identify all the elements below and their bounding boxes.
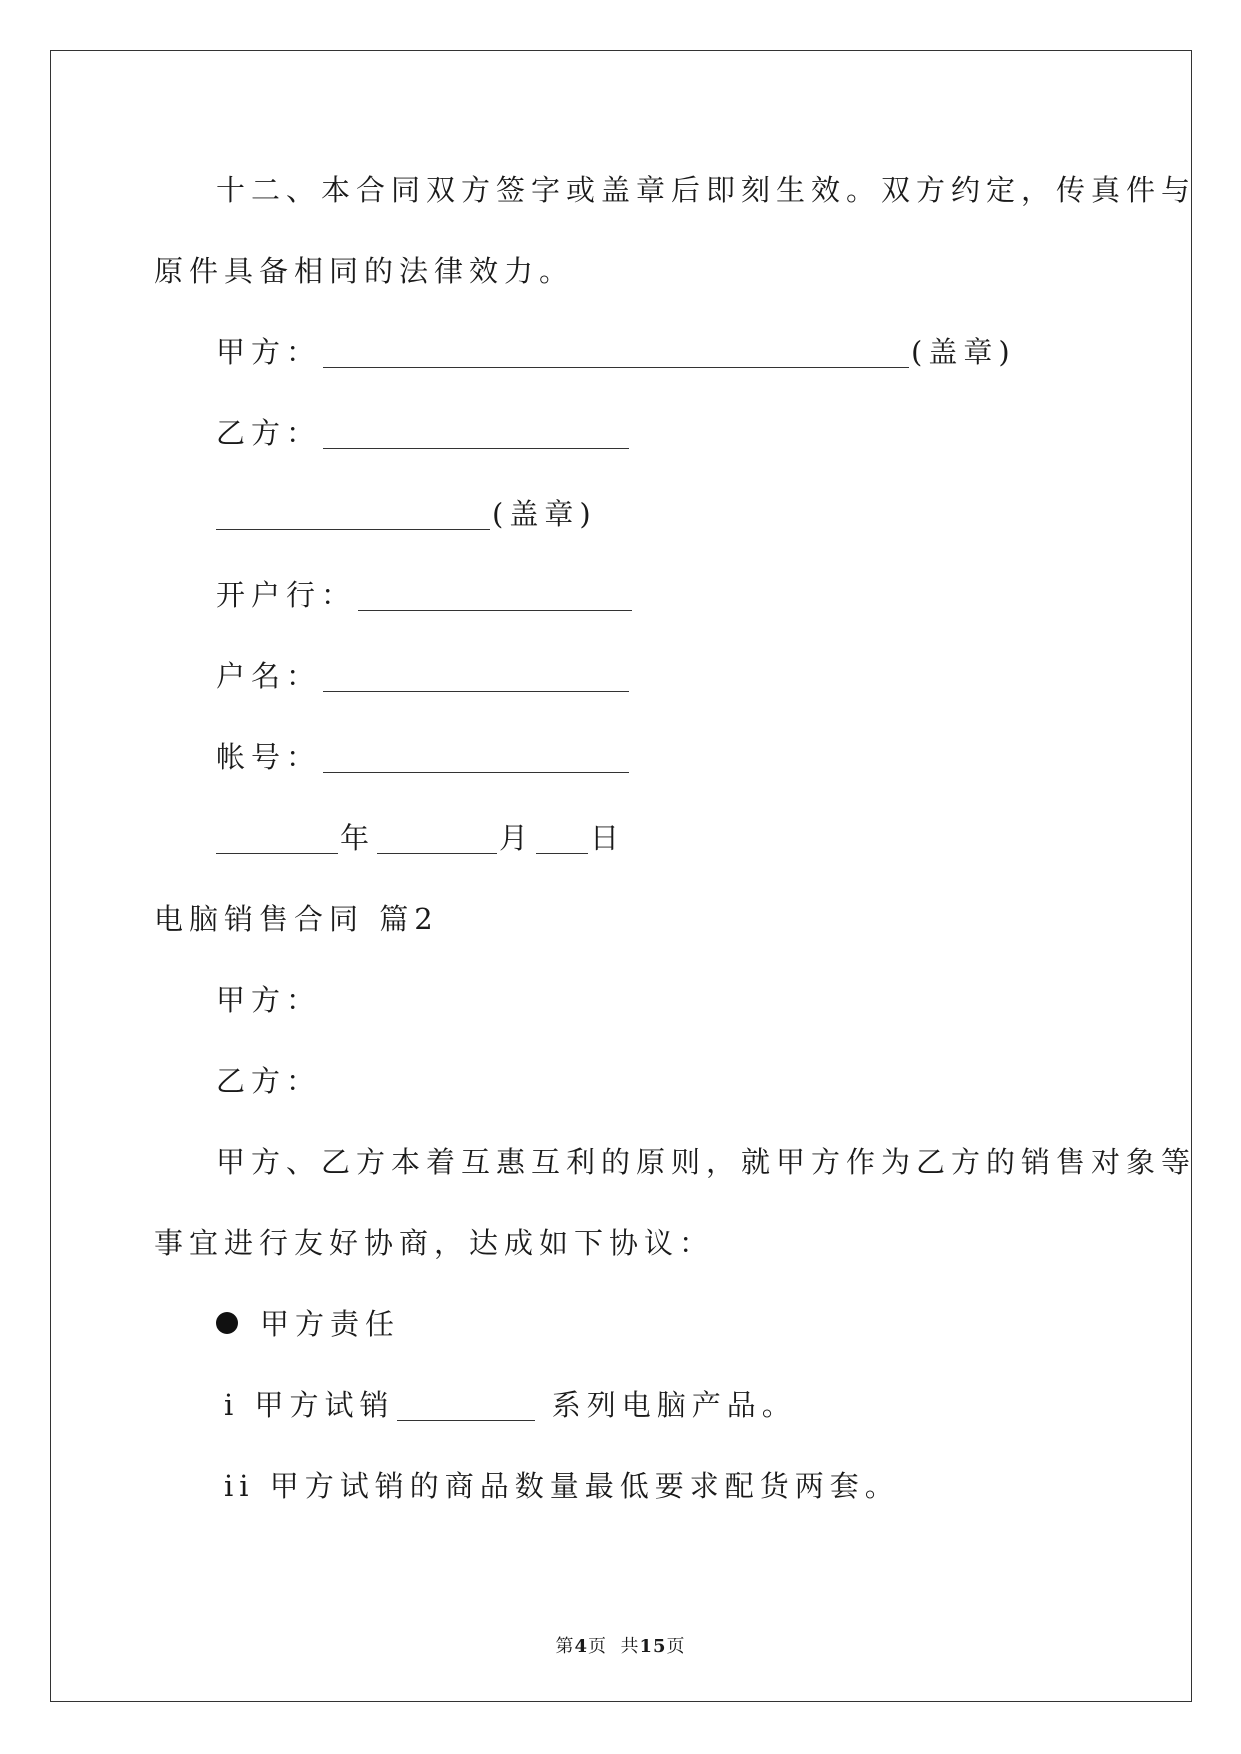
party-a-label: 甲方：	[216, 335, 322, 369]
account-name-label: 户名：	[216, 659, 322, 693]
date-line	[216, 821, 626, 855]
item-1-suffix: 系列电脑产品。	[536, 1388, 797, 1422]
section-2-party-a: 甲方：	[216, 983, 322, 1017]
footer-suffix: 页	[666, 1636, 686, 1657]
intro-line-2: 事宜进行友好协商，达成如下协议：	[154, 1226, 715, 1260]
paragraph-12-line-2: 原件具备相同的法律效力。	[154, 254, 575, 288]
party-b-seal: (盖章)	[492, 497, 597, 531]
party-b-label: 乙方：	[216, 416, 322, 450]
party-b-signature-line	[216, 416, 631, 450]
account-name-blank	[323, 663, 629, 692]
party-b-blank	[323, 420, 629, 449]
day-blank	[536, 825, 588, 854]
month-blank	[377, 825, 497, 854]
day-label: 日	[590, 821, 626, 855]
footer-page-number: 4	[574, 1636, 588, 1657]
account-number-line	[216, 740, 631, 774]
year-label: 年	[340, 821, 376, 855]
responsibility-heading-text: 甲方责任	[260, 1307, 401, 1341]
paragraph-12-line-1: 十二、本合同双方签字或盖章后即刻生效。双方约定，传真件与	[216, 173, 1197, 207]
account-number-blank	[323, 744, 629, 773]
bullet-icon	[216, 1312, 238, 1334]
party-b-seal-line	[216, 497, 597, 531]
party-a-seal: (盖章)	[911, 335, 1016, 369]
party-a-signature-line	[216, 335, 1016, 369]
section-2-title: 电脑销售合同 篇2	[154, 902, 439, 936]
page-border	[50, 50, 1192, 1702]
bank-blank	[358, 582, 632, 611]
intro-line-1: 甲方、乙方本着互惠互利的原则，就甲方作为乙方的销售对象等	[216, 1145, 1197, 1179]
party-a-blank	[323, 339, 909, 368]
account-name-line	[216, 659, 631, 693]
bank-line	[216, 578, 634, 612]
item-1-blank	[397, 1392, 535, 1421]
party-b-seal-blank	[216, 501, 490, 530]
footer-mid: 页 共	[588, 1636, 640, 1657]
item-1	[224, 1388, 797, 1422]
footer-total-pages: 15	[639, 1636, 667, 1657]
month-label: 月	[499, 821, 535, 855]
footer-prefix: 第	[555, 1636, 575, 1657]
account-number-label: 帐号：	[216, 740, 322, 774]
responsibility-heading	[216, 1307, 401, 1341]
section-2-party-b: 乙方：	[216, 1064, 322, 1098]
page-footer	[0, 1632, 1241, 1658]
bank-label: 开户行：	[216, 578, 357, 612]
year-blank	[216, 825, 338, 854]
item-1-prefix: i 甲方试销	[224, 1388, 395, 1422]
item-2: ii 甲方试销的商品数量最低要求配货两套。	[224, 1469, 900, 1503]
